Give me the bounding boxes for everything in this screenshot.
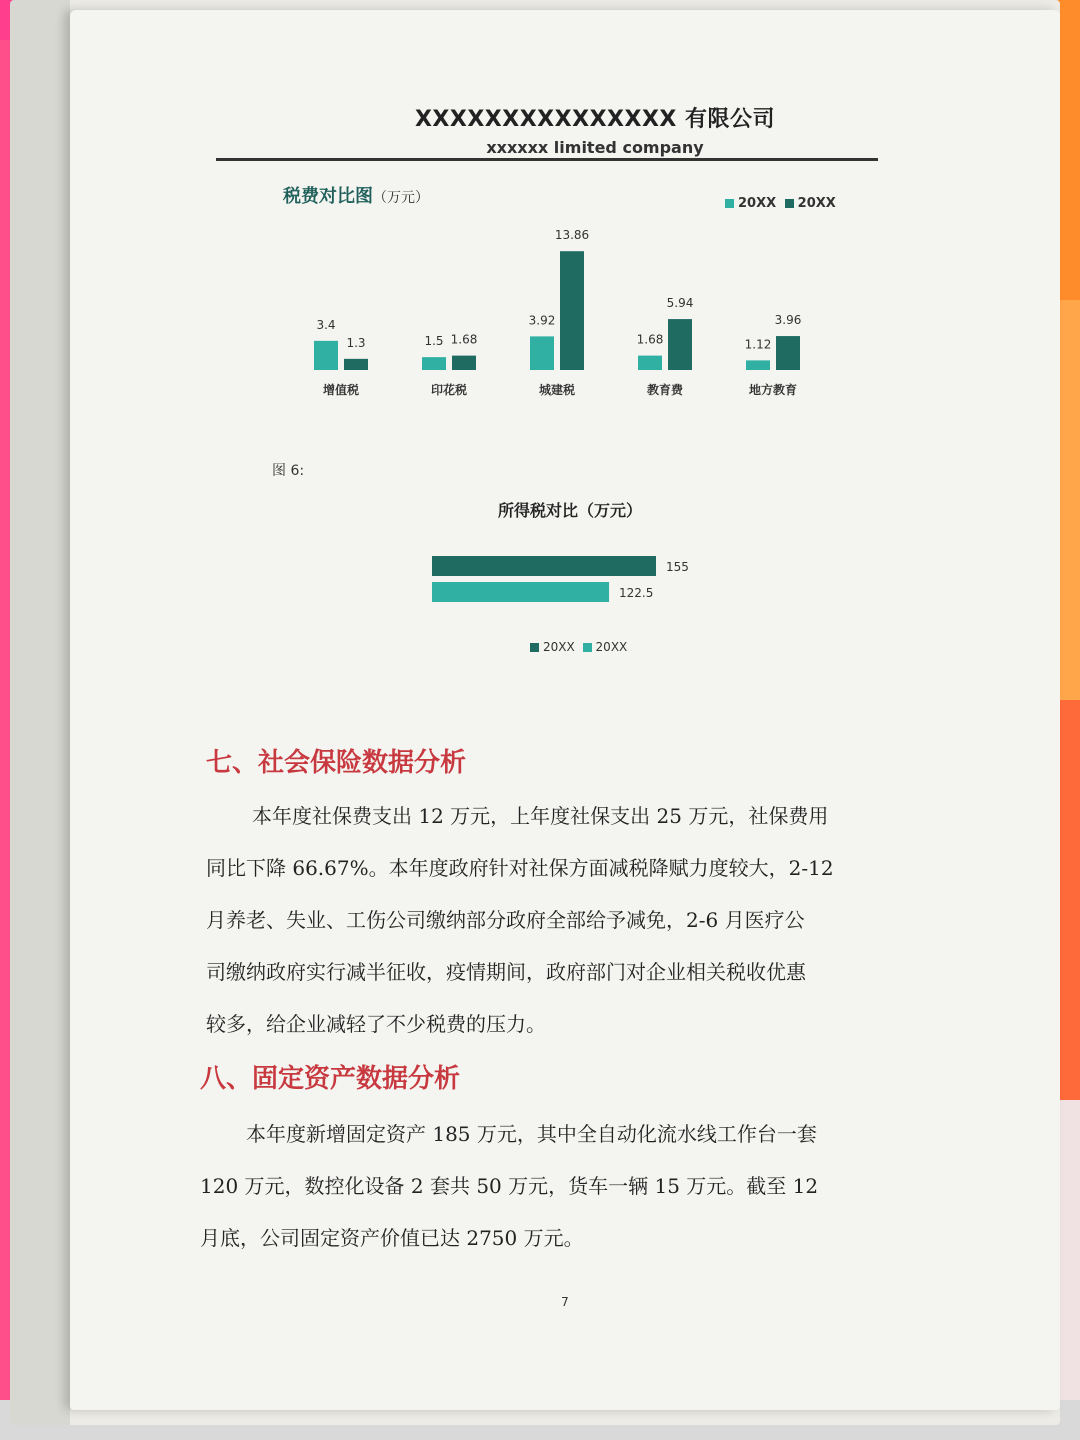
chart2-legend-a: 20XX	[543, 640, 575, 654]
section8-body	[200, 1108, 818, 1264]
hbar-0	[432, 556, 656, 576]
legend-swatch-light	[583, 643, 592, 652]
page-number: 7	[561, 1295, 569, 1309]
category-label: 印花税	[430, 383, 468, 397]
company-name-en: xxxxxx limited company	[486, 138, 704, 157]
chart2-title: 所得税对比（万元）	[497, 501, 642, 520]
chart1-legend-a: 20XX	[738, 196, 777, 211]
chart2-legend	[530, 640, 627, 654]
document-page	[70, 10, 1060, 1410]
bar-2-0	[530, 336, 554, 370]
legend-swatch-dark	[785, 199, 794, 208]
bar-1-0	[422, 357, 446, 370]
legend-swatch-dark	[530, 643, 539, 652]
section8-line: 120 万元，数控化设备 2 套共 50 万元，货车一辆 15 万元。截至 12	[200, 1174, 819, 1198]
data-label: 1.68	[450, 332, 478, 347]
bar-4-1	[776, 336, 800, 370]
data-label: 122.5	[619, 586, 654, 600]
chart1-legend-b: 20XX	[797, 196, 836, 211]
section7-line: 本年度社保费支出 12 万元，上年度社保支出 25 万元，社保费用	[252, 804, 829, 828]
company-name-cn: XXXXXXXXXXXXXXX 有限公司	[414, 107, 776, 132]
legend-swatch-light	[725, 199, 734, 208]
chart1-legend	[725, 196, 836, 211]
section8-heading: 八、固定资产数据分析	[200, 1064, 461, 1094]
category-label: 地方教育	[748, 383, 798, 397]
data-label: 1.12	[744, 337, 772, 352]
bar-1-1	[452, 356, 476, 370]
bar-0-1	[344, 359, 368, 370]
section8-line: 月底，公司固定资产价值已达 2750 万元。	[200, 1226, 584, 1250]
data-label: 3.4	[316, 317, 336, 332]
section8-line: 本年度新增固定资产 185 万元，其中全自动化流水线工作台一套	[246, 1122, 817, 1146]
income-tax-chart	[420, 550, 720, 610]
data-label: 1.3	[346, 335, 366, 350]
bar-4-0	[746, 360, 770, 370]
bar-3-0	[638, 356, 662, 370]
data-label: 13.86	[554, 228, 590, 243]
section7-line: 同比下降 66.67%。本年度政府针对社保方面减税降赋力度较大，2-12	[206, 856, 834, 880]
section7-heading: 七、社会保险数据分析	[206, 748, 467, 778]
category-label: 增值税	[322, 383, 360, 397]
section7-line: 月养老、失业、工伤公司缴纳部分政府全部给予减免，2-6 月医疗公	[206, 908, 805, 932]
chart1-title-text: 税费对比图	[283, 186, 373, 207]
data-label: 3.92	[528, 313, 556, 328]
section7-line: 司缴纳政府实行减半征收，疫情期间，政府部门对企业相关税收优惠	[206, 960, 806, 984]
figure-label: 图 6:	[272, 463, 305, 479]
section7-body	[206, 790, 834, 1050]
bar-0-0	[314, 341, 338, 370]
category-label: 教育费	[646, 383, 684, 397]
section7-line: 较多，给企业减轻了不少税费的压力。	[206, 1012, 546, 1036]
chart1-unit: （万元）	[373, 190, 429, 206]
hbar-1	[432, 582, 609, 602]
bar-2-1	[560, 251, 584, 370]
data-label: 3.96	[774, 313, 802, 328]
data-label: 5.94	[666, 296, 694, 311]
data-label: 1.5	[424, 334, 444, 349]
category-label: 城建税	[538, 383, 576, 397]
tax-comparison-chart	[290, 210, 850, 400]
chart2-legend-b: 20XX	[595, 640, 628, 654]
chart1-title	[283, 182, 429, 208]
bar-3-1	[668, 319, 692, 370]
data-label: 155	[666, 560, 689, 574]
data-label: 1.68	[636, 332, 664, 347]
header-rule	[216, 158, 878, 161]
